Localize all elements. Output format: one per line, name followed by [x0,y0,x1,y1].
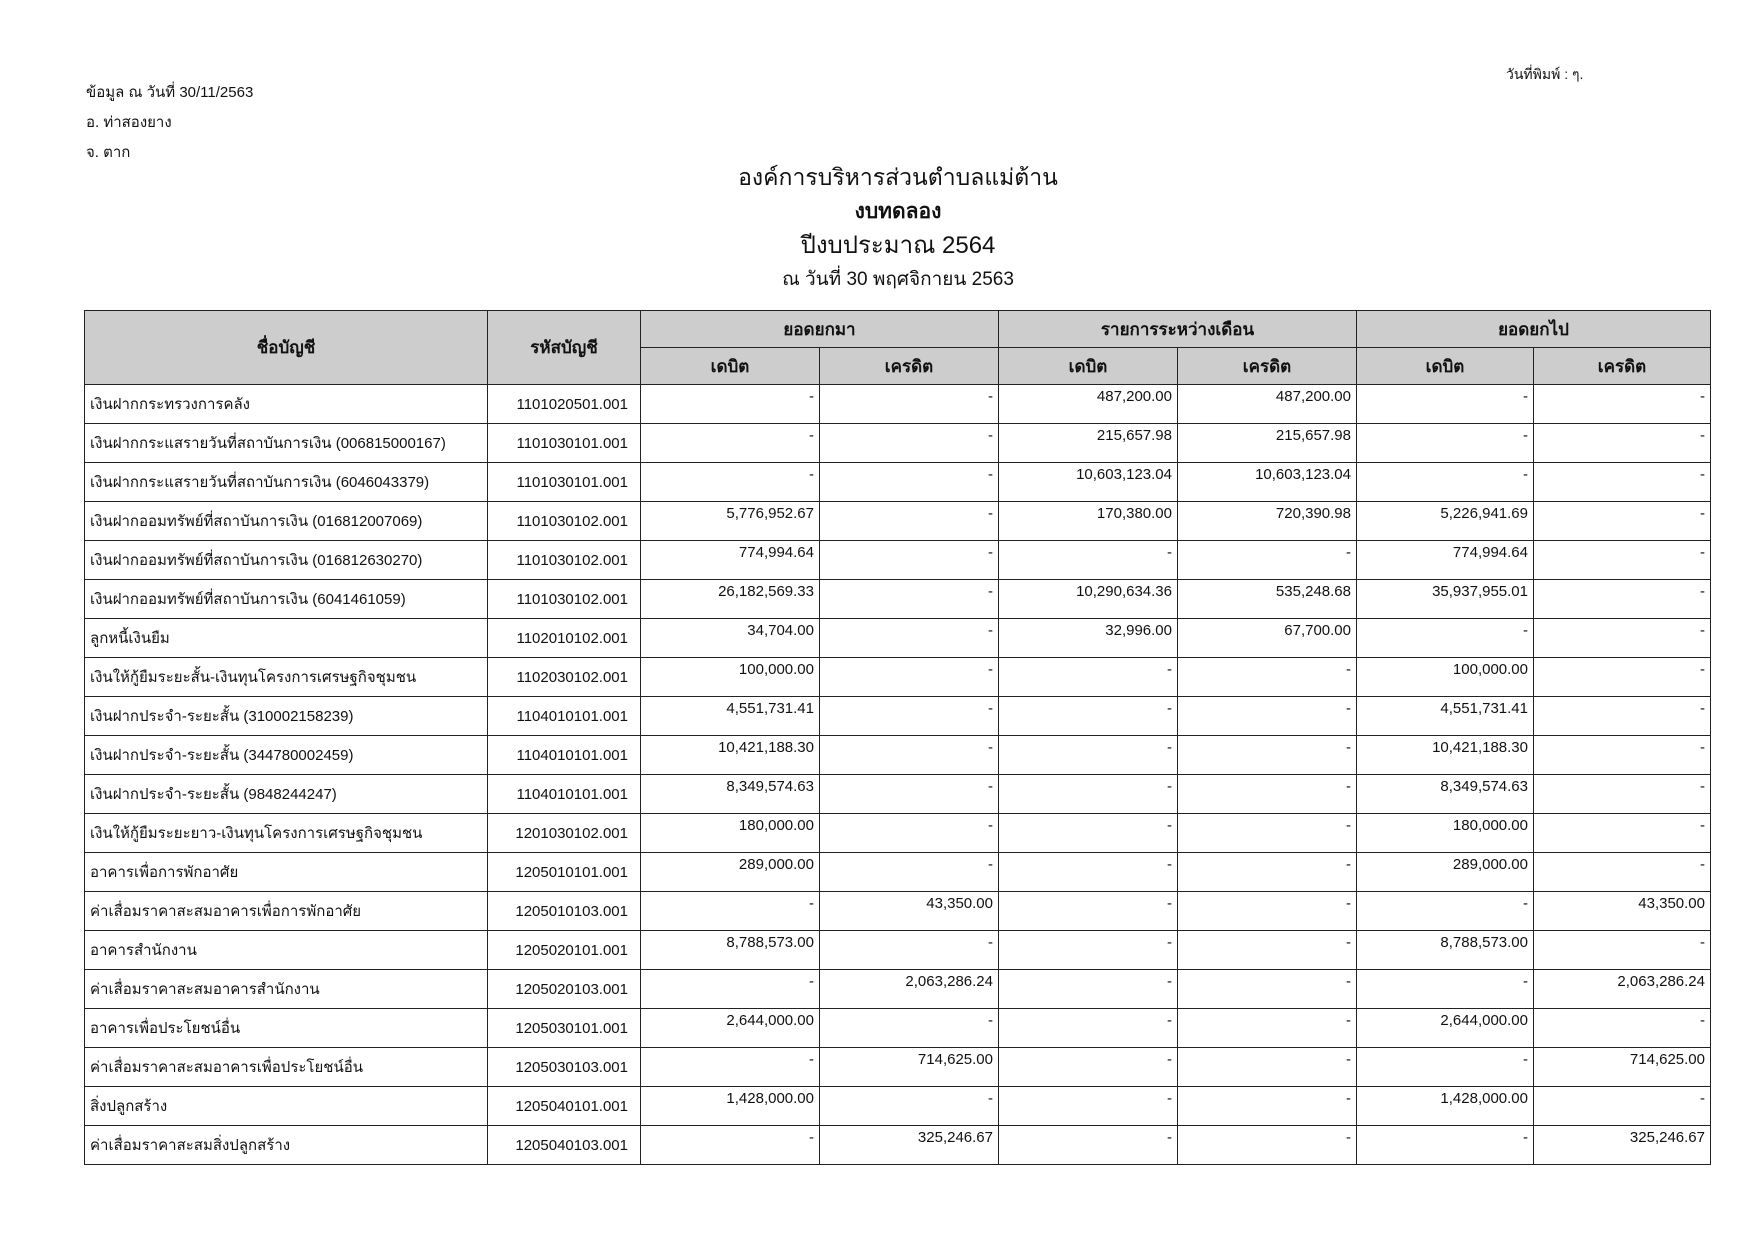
month-debit-cell: - [999,853,1178,892]
account-code-cell: 1205040101.001 [488,1087,641,1126]
header-month-debit: เดบิต [999,348,1178,385]
bf-credit-cell: - [820,541,999,580]
cf-debit-cell: - [1357,385,1534,424]
table-row [85,580,1711,619]
cf-debit-cell: 180,000.00 [1357,814,1534,853]
table-row [85,736,1711,775]
month-debit-cell: - [999,814,1178,853]
month-debit-cell: 170,380.00 [999,502,1178,541]
bf-credit-cell: - [820,853,999,892]
table-row [85,1009,1711,1048]
account-code-cell: 1104010101.001 [488,697,641,736]
report-title: งบทดลอง [854,200,942,223]
bf-debit-cell: 34,704.00 [641,619,820,658]
district: อ. ท่าสองยาง [86,114,172,131]
cf-credit-cell: 2,063,286.24 [1534,970,1711,1009]
account-code-cell: 1205020101.001 [488,931,641,970]
table-row [85,892,1711,931]
province: จ. ตาก [86,144,131,161]
bf-credit-cell: - [820,658,999,697]
month-credit-cell: - [1178,541,1357,580]
table-row [85,814,1711,853]
cf-credit-cell: - [1534,1087,1711,1126]
account-name-cell: เงินฝากออมทรัพย์ที่สถาบันการเงิน (016812630270) [85,541,488,580]
account-name-cell: ลูกหนี้เงินยืม [85,619,488,658]
cf-debit-cell: - [1357,463,1534,502]
cf-credit-cell: - [1534,814,1711,853]
cf-debit-cell: 289,000.00 [1357,853,1534,892]
cf-credit-cell: - [1534,775,1711,814]
bf-credit-cell: 325,246.67 [820,1126,999,1165]
bf-credit-cell: - [820,502,999,541]
account-code-cell: 1201030102.001 [488,814,641,853]
header-cf-debit: เดบิต [1357,348,1534,385]
bf-credit-cell: - [820,424,999,463]
account-code-cell: 1102030102.001 [488,658,641,697]
month-credit-cell: - [1178,1087,1357,1126]
bf-debit-cell: 1,428,000.00 [641,1087,820,1126]
cf-credit-cell: - [1534,736,1711,775]
table-row [85,385,1711,424]
bf-debit-cell: 10,421,188.30 [641,736,820,775]
bf-credit-cell: 714,625.00 [820,1048,999,1087]
month-credit-cell: 215,657.98 [1178,424,1357,463]
bf-debit-cell: - [641,463,820,502]
account-name-cell: เงินฝากประจำ-ระยะสั้น (9848244247) [85,775,488,814]
cf-credit-cell: - [1534,658,1711,697]
cf-credit-cell: - [1534,619,1711,658]
cf-credit-cell: - [1534,931,1711,970]
cf-debit-cell: - [1357,892,1534,931]
bf-debit-cell: 26,182,569.33 [641,580,820,619]
cf-credit-cell: - [1534,502,1711,541]
account-name-cell: เงินฝากประจำ-ระยะสั้น (310002158239) [85,697,488,736]
month-debit-cell: 10,290,634.36 [999,580,1178,619]
month-credit-cell: 487,200.00 [1178,385,1357,424]
bf-credit-cell: - [820,385,999,424]
bf-credit-cell: - [820,1087,999,1126]
month-debit-cell: - [999,658,1178,697]
account-name-cell: เงินให้กู้ยืมระยะยาว-เงินทุนโครงการเศรษฐกิจชุมชน [85,814,488,853]
org-name: องค์การบริหารส่วนตำบลแม่ต้าน [738,164,1058,190]
month-debit-cell: - [999,931,1178,970]
bf-debit-cell: 2,644,000.00 [641,1009,820,1048]
bf-debit-cell: 100,000.00 [641,658,820,697]
cf-debit-cell: - [1357,1126,1534,1165]
account-name-cell: เงินให้กู้ยืมระยะสั้น-เงินทุนโครงการเศรษฐกิจชุมชน [85,658,488,697]
account-name-cell: เงินฝากออมทรัพย์ที่สถาบันการเงิน (016812007069) [85,502,488,541]
month-debit-cell: - [999,1048,1178,1087]
account-code-cell: 1101020501.001 [488,385,641,424]
account-code-cell: 1101030102.001 [488,502,641,541]
cf-debit-cell: - [1357,424,1534,463]
print-date: วันที่พิมพ์ : ๆ. [1506,66,1584,82]
cf-credit-cell: - [1534,541,1711,580]
cf-debit-cell: 774,994.64 [1357,541,1534,580]
month-credit-cell: - [1178,1048,1357,1087]
table-row [85,1048,1711,1087]
month-credit-cell: 720,390.98 [1178,502,1357,541]
table-row [85,541,1711,580]
header-account-name: ชื่อบัญชี [85,311,488,385]
account-name-cell: อาคารสำนักงาน [85,931,488,970]
cf-debit-cell: 100,000.00 [1357,658,1534,697]
bf-debit-cell: 289,000.00 [641,853,820,892]
cf-credit-cell: - [1534,1009,1711,1048]
account-code-cell: 1205040103.001 [488,1126,641,1165]
table-row [85,502,1711,541]
cf-debit-cell: 35,937,955.01 [1357,580,1534,619]
month-debit-cell: 32,996.00 [999,619,1178,658]
table-row [85,619,1711,658]
month-debit-cell: - [999,1009,1178,1048]
month-debit-cell: - [999,736,1178,775]
bf-credit-cell: 2,063,286.24 [820,970,999,1009]
header-month-credit: เครดิต [1178,348,1357,385]
report-meta [86,78,253,168]
cf-debit-cell: - [1357,970,1534,1009]
table-row [85,775,1711,814]
bf-credit-cell: - [820,814,999,853]
bf-debit-cell: 5,776,952.67 [641,502,820,541]
bf-debit-cell: 4,551,731.41 [641,697,820,736]
cf-credit-cell: - [1534,463,1711,502]
month-credit-cell: - [1178,697,1357,736]
table-row [85,463,1711,502]
account-code-cell: 1104010101.001 [488,775,641,814]
bf-credit-cell: - [820,463,999,502]
bf-credit-cell: - [820,697,999,736]
month-credit-cell: - [1178,892,1357,931]
cf-credit-cell: - [1534,424,1711,463]
cf-debit-cell: 8,349,574.63 [1357,775,1534,814]
bf-debit-cell: - [641,1048,820,1087]
month-credit-cell: 10,603,123.04 [1178,463,1357,502]
account-code-cell: 1205010103.001 [488,892,641,931]
bf-debit-cell: - [641,385,820,424]
account-code-cell: 1101030102.001 [488,580,641,619]
account-name-cell: ค่าเสื่อมราคาสะสมอาคารสำนักงาน [85,970,488,1009]
table-row [85,658,1711,697]
bf-debit-cell: 8,788,573.00 [641,931,820,970]
cf-debit-cell: 10,421,188.30 [1357,736,1534,775]
account-name-cell: เงินฝากกระแสรายวันที่สถาบันการเงิน (006815000167) [85,424,488,463]
bf-credit-cell: - [820,931,999,970]
cf-debit-cell: 4,551,731.41 [1357,697,1534,736]
bf-debit-cell: 180,000.00 [641,814,820,853]
month-credit-cell: - [1178,775,1357,814]
cf-credit-cell: - [1534,853,1711,892]
header-carried-forward: ยอดยกไป [1357,311,1711,348]
account-name-cell: ค่าเสื่อมราคาสะสมอาคารเพื่อประโยชน์อื่น [85,1048,488,1087]
account-name-cell: เงินฝากกระทรวงการคลัง [85,385,488,424]
account-name-cell: ค่าเสื่อมราคาสะสมสิ่งปลูกสร้าง [85,1126,488,1165]
month-debit-cell: - [999,541,1178,580]
header-during-month: รายการระหว่างเดือน [999,311,1357,348]
bf-credit-cell: - [820,580,999,619]
account-name-cell: ค่าเสื่อมราคาสะสมอาคารเพื่อการพักอาศัย [85,892,488,931]
bf-debit-cell: 8,349,574.63 [641,775,820,814]
cf-credit-cell: - [1534,580,1711,619]
account-code-cell: 1205020103.001 [488,970,641,1009]
month-debit-cell: 10,603,123.04 [999,463,1178,502]
month-debit-cell: - [999,697,1178,736]
account-name-cell: เงินฝากประจำ-ระยะสั้น (344780002459) [85,736,488,775]
bf-credit-cell: - [820,619,999,658]
bf-credit-cell: - [820,1009,999,1048]
month-debit-cell: 487,200.00 [999,385,1178,424]
cf-credit-cell: 325,246.67 [1534,1126,1711,1165]
month-credit-cell: - [1178,1126,1357,1165]
bf-credit-cell: 43,350.00 [820,892,999,931]
bf-debit-cell: - [641,1126,820,1165]
bf-credit-cell: - [820,775,999,814]
cf-debit-cell: 5,226,941.69 [1357,502,1534,541]
data-date: ข้อมูล ณ วันที่ 30/11/2563 [86,84,254,101]
month-debit-cell: - [999,892,1178,931]
cf-credit-cell: 43,350.00 [1534,892,1711,931]
account-code-cell: 1101030102.001 [488,541,641,580]
month-credit-cell: - [1178,1009,1357,1048]
month-credit-cell: - [1178,931,1357,970]
table-body [85,385,1711,1165]
table-row [85,853,1711,892]
cf-debit-cell: - [1357,619,1534,658]
header-bf-debit: เดบิต [641,348,820,385]
cf-credit-cell: 714,625.00 [1534,1048,1711,1087]
month-debit-cell: - [999,1087,1178,1126]
fiscal-year: ปีงบประมาณ 2564 [800,232,996,259]
header-brought-forward: ยอดยกมา [641,311,999,348]
header-account-code: รหัสบัญชี [488,311,641,385]
month-credit-cell: - [1178,658,1357,697]
bf-debit-cell: - [641,424,820,463]
cf-debit-cell: 2,644,000.00 [1357,1009,1534,1048]
month-credit-cell: - [1178,853,1357,892]
table-row [85,1087,1711,1126]
table-row [85,1126,1711,1165]
cf-debit-cell: 8,788,573.00 [1357,931,1534,970]
bf-credit-cell: - [820,736,999,775]
header-cf-credit: เครดิต [1534,348,1711,385]
account-name-cell: สิ่งปลูกสร้าง [85,1087,488,1126]
cf-debit-cell: - [1357,1048,1534,1087]
account-code-cell: 1205010101.001 [488,853,641,892]
table-row [85,970,1711,1009]
bf-debit-cell: - [641,892,820,931]
month-credit-cell: - [1178,970,1357,1009]
account-name-cell: เงินฝากออมทรัพย์ที่สถาบันการเงิน (6041461059) [85,580,488,619]
trial-balance-table [84,310,1711,1165]
month-debit-cell: - [999,1126,1178,1165]
month-credit-cell: - [1178,736,1357,775]
cf-debit-cell: 1,428,000.00 [1357,1087,1534,1126]
account-name-cell: เงินฝากกระแสรายวันที่สถาบันการเงิน (6046043379) [85,463,488,502]
account-code-cell: 1101030101.001 [488,424,641,463]
as-of-date: ณ วันที่ 30 พฤศจิกายน 2563 [782,269,1014,290]
header-bf-credit: เครดิต [820,348,999,385]
table-row [85,931,1711,970]
account-code-cell: 1205030101.001 [488,1009,641,1048]
report-titles [0,166,1754,289]
table-row [85,697,1711,736]
month-credit-cell: 535,248.68 [1178,580,1357,619]
month-credit-cell: 67,700.00 [1178,619,1357,658]
bf-debit-cell: 774,994.64 [641,541,820,580]
account-code-cell: 1104010101.001 [488,736,641,775]
cf-credit-cell: - [1534,697,1711,736]
month-debit-cell: - [999,970,1178,1009]
account-name-cell: อาคารเพื่อการพักอาศัย [85,853,488,892]
table-row [85,424,1711,463]
cf-credit-cell: - [1534,385,1711,424]
account-name-cell: อาคารเพื่อประโยชน์อื่น [85,1009,488,1048]
account-code-cell: 1205030103.001 [488,1048,641,1087]
month-credit-cell: - [1178,814,1357,853]
bf-debit-cell: - [641,970,820,1009]
month-debit-cell: 215,657.98 [999,424,1178,463]
account-code-cell: 1101030101.001 [488,463,641,502]
account-code-cell: 1102010102.001 [488,619,641,658]
month-debit-cell: - [999,775,1178,814]
